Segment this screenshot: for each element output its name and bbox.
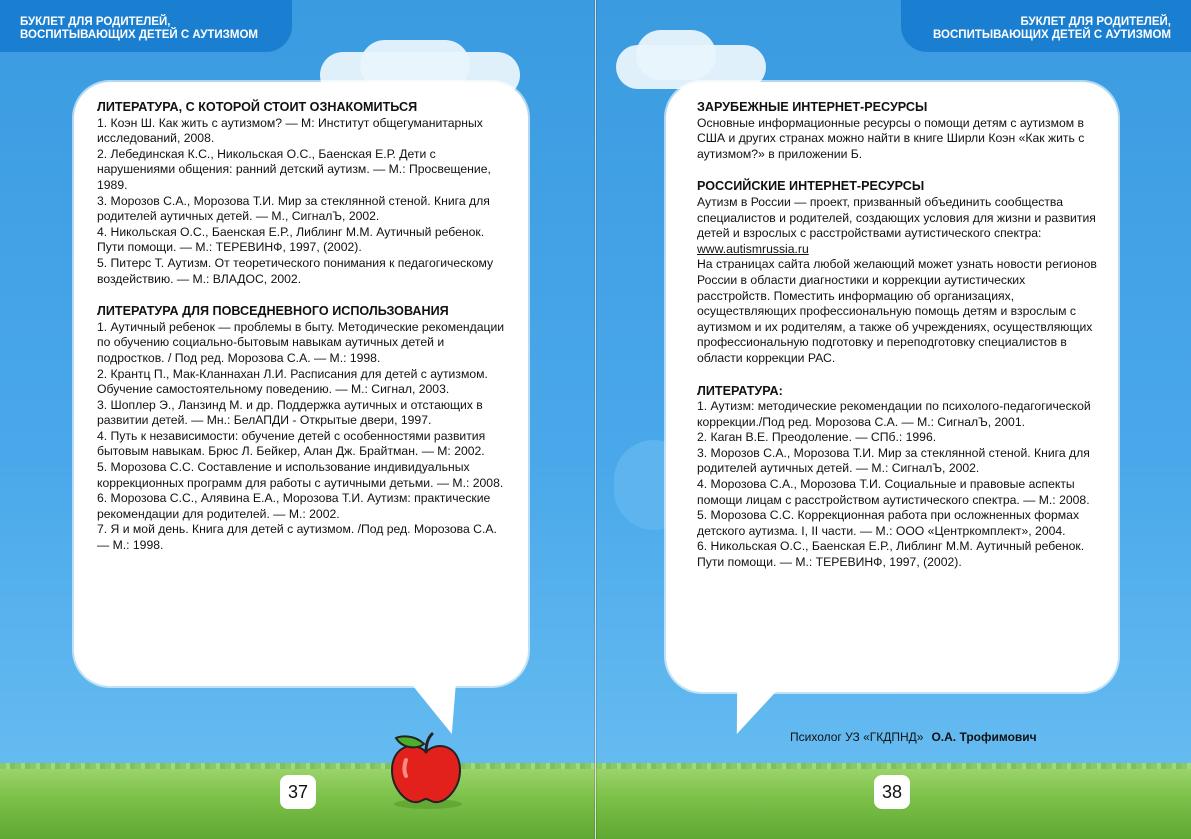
section-recommended-literature (97, 100, 509, 287)
left-content (97, 100, 509, 571)
section-title: ЛИТЕРАТУРА ДЛЯ ПОВСЕДНЕВНОГО ИСПОЛЬЗОВАНИЯ (97, 304, 449, 319)
list-item: 1. Аутичный ребенок — проблемы в быту. Методические рекомендации по обучению социально-бытовым навыкам аутичных детей и подростков. / Под ред. Морозова С.А. — М.: 1998. (97, 319, 505, 365)
signature-name: О.А. Трофимович (931, 730, 1037, 744)
header-line: ВОСПИТЫВАЮЩИХ ДЕТЕЙ С АУТИЗМОМ (933, 29, 1171, 41)
header-tab-left (0, 0, 292, 52)
list-item: 2. Каган В.Е. Преодоление. — СПб.: 1996. (697, 430, 937, 445)
header-line: ВОСПИТЫВАЮЩИХ ДЕТЕЙ С АУТИЗМОМ (20, 29, 258, 41)
paragraph: На страницах сайта любой желающий может узнать новости регионов России в области диагностики и коррекции аутистических расстройств. Поместить информацию об организациях, осуществляющих профессиональную помощь детям и взрослым с аутизмом и их родителям, а также об учреждениях, осуществляющих профессиональную подготовку и переподготовку специалистов в области коррекции РАС. (697, 257, 1097, 365)
list-item: 1. Аутизм: методические рекомендации по психолого-педагогической коррекции./Под ред. Морозова С.А. — М.: СигналЪ, 2001. (697, 399, 1091, 429)
list-item: 2. Лебединская К.С., Никольская О.С., Баенская Е.Р. Дети с нарушениями общения: ранний детский аутизм. — М.: Просвещение, 1989. (97, 146, 491, 192)
signature-role: Психолог УЗ «ГКДПНД» (790, 730, 924, 744)
section-title: ЛИТЕРАТУРА: (697, 383, 783, 398)
section-russian-resources (697, 179, 1097, 366)
list-item: 5. Морозова С.С. Составление и использование индивидуальных коррекционных программ для работы с аутичными детьми. — М.: 2008. (97, 460, 504, 490)
list-item: 5. Питерс Т. Аутизм. От теоретического понимания к педагогическому воздействию. — М.: ВЛАДОС, 2002. (97, 255, 494, 286)
list-item: 3. Морозов С.А., Морозова Т.И. Мир за стеклянной стеной. Книга для родителей аутичных детей. — М.: СигналЪ, 2002. (697, 445, 1090, 476)
page-number: 38 (874, 775, 910, 809)
section-title: РОССИЙСКИЕ ИНТЕРНЕТ-РЕСУРСЫ (697, 179, 925, 194)
header-line: БУКЛЕТ ДЛЯ РОДИТЕЛЕЙ, (20, 16, 171, 28)
list-item: 6. Никольская О.С., Баенская Е.Р., Либлинг М.М. Аутичный ребенок. Пути помощи. — М.: ТЕРЕВИНФ, 1997, (2002). (697, 539, 1085, 570)
section-literature (697, 384, 1097, 571)
section-title: ЛИТЕРАТУРА, С КОТОРОЙ СТОИТ ОЗНАКОМИТЬСЯ (97, 100, 418, 114)
list-item: 4. Путь к независимости: обучение детей с особенностями развития бытовым навыкам. Брюс Л. Бейкер, Алан Дж. Брайтман. — М: 2002. (97, 428, 486, 459)
list-item: 4. Морозова С.А., Морозова Т.И. Социальные и правовые аспекты помощи лицам с расстройством аутистического спектра. — М.: 2008. (697, 477, 1090, 507)
cloud-decoration (636, 30, 716, 80)
header-tab-right (901, 0, 1191, 52)
page-number: 37 (280, 775, 316, 809)
book-gutter (594, 0, 597, 839)
list-item: 5. Морозова С.С. Коррекционная работа при осложненных формах детского аутизма. I, II части. — М.: ООО «Центркомплект», 2004. (697, 508, 1080, 538)
list-item: 2. Крантц П., Мак-Кланнахан Л.И. Расписания для детей с аутизмом. Обучение самостоятельному поведению. — М.: Сигнал, 2003. (97, 366, 488, 397)
list-item: 3. Морозов С.А., Морозова Т.И. Мир за стеклянной стеной. Книга для родителей аутичных детей. — М., СигналЪ, 2002. (97, 193, 490, 224)
section-title: ЗАРУБЕЖНЫЕ ИНТЕРНЕТ-РЕСУРСЫ (697, 100, 928, 114)
list-item: 6. Морозова С.С., Алявина Е.А., Морозова Т.И. Аутизм: практические рекомендации для родителей. — М.: 2002. (97, 491, 491, 521)
apple-icon (384, 726, 468, 810)
paragraph: Основные информационные ресурсы о помощи детям с аутизмом в США и других странах можно найти в книге Ширли Коэн «Как жить с аутизмом?» в приложении Б. (697, 115, 1085, 161)
list-item: 4. Никольская О.С., Баенская Е.Р., Либлинг М.М. Аутичный ребенок. Пути помощи. — М.: ТЕРЕВИНФ, 1997, (2002). (97, 224, 485, 255)
section-foreign-resources (697, 100, 1097, 162)
paragraph (697, 195, 1097, 257)
section-everyday-literature (97, 304, 509, 554)
list-item: 7. Я и мой день. Книга для детей с аутизмом. /Под ред. Морозова С.А.— М.: 1998. (97, 522, 497, 553)
list-item: 3. Шоплер Э., Ланзинд М. и др. Поддержка аутичных и отстающих в развитии детей. — Мн.: БелАПДИ - Открытые двери, 1997. (97, 397, 483, 428)
list-item: 1. Коэн Ш. Как жить с аутизмом? — М: Институт общегуманитарных исследований, 2008. (97, 115, 483, 146)
signature (790, 730, 1037, 744)
right-content (697, 100, 1097, 588)
header-line: БУКЛЕТ ДЛЯ РОДИТЕЛЕЙ, (1020, 16, 1171, 28)
paragraph-text: Аутизм в России — проект, призванный объединить сообщества специалистов и родителей, создающих условия для жизни и развития детей и взрослых с расстройствами аутистического спектра: (697, 194, 1096, 241)
autismrussia-link[interactable]: www.autismrussia.ru (697, 241, 809, 256)
